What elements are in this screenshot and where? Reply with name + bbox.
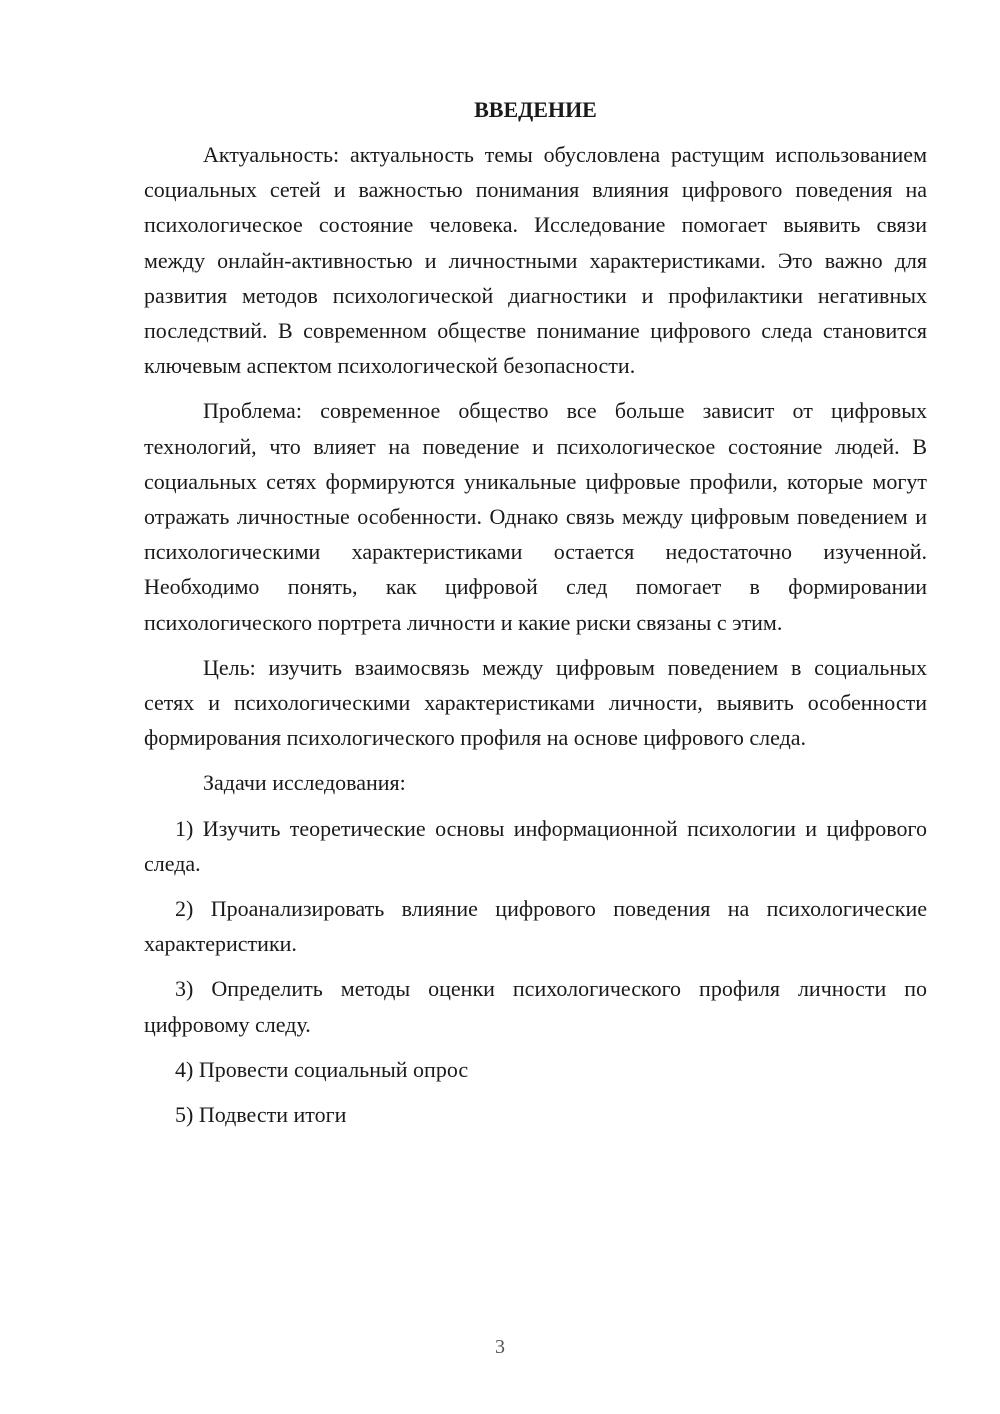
section-title: ВВЕДЕНИЕ [474,97,597,122]
task-item-4: 4) Провести социальный опрос [175,1056,469,1082]
paragraph-problem: Проблема: современное общество все больше зависит от цифровых технологий, что влияет на поведение и психологическое состояние людей. В социальных сетях формируются уникальные цифровые профили, которые могут отражать личностные особенности. Однако связь между цифровым поведением и психологическими характеристиками остается недостаточно изученной. Необходимо понять, как цифровой след помогает в формировании психологического портрета личности и какие риски связаны с этим. [144,398,927,635]
paragraph-tasks-heading: Задачи исследования: [203,770,406,796]
paragraph-relevance: Актуальность: актуальность темы обусловлена растущим использованием социальных сетей и важностью понимания влияния цифрового поведения на психологическое состояние человека. Исследование помогает выявить связи между онлайн-активностью и личностными характеристиками. Это важно для развития методов психологической диагностики и профилактики негативных последствий. В современном обществе понимание цифрового следа становится ключевым аспектом психологической безопасности. [144,142,927,379]
task-item-2: 2) Проанализировать влияние цифрового поведения на психологические характеристики. [144,896,927,957]
page-number: 3 [495,1336,505,1358]
paragraph-goal: Цель: изучить взаимосвязь между цифровым поведением в социальных сетях и психологическими характеристиками личности, выявить особенности формирования психологического профиля на основе цифрового следа. [144,654,927,751]
page-content [144,92,927,1142]
task-item-1: 1) Изучить теоретические основы информационной психологии и цифрового следа. [144,815,927,876]
task-item-5: 5) Подвести итоги [175,1102,347,1128]
task-item-3: 3) Определить методы оценки психологического профиля личности по цифровому следу. [144,976,927,1037]
